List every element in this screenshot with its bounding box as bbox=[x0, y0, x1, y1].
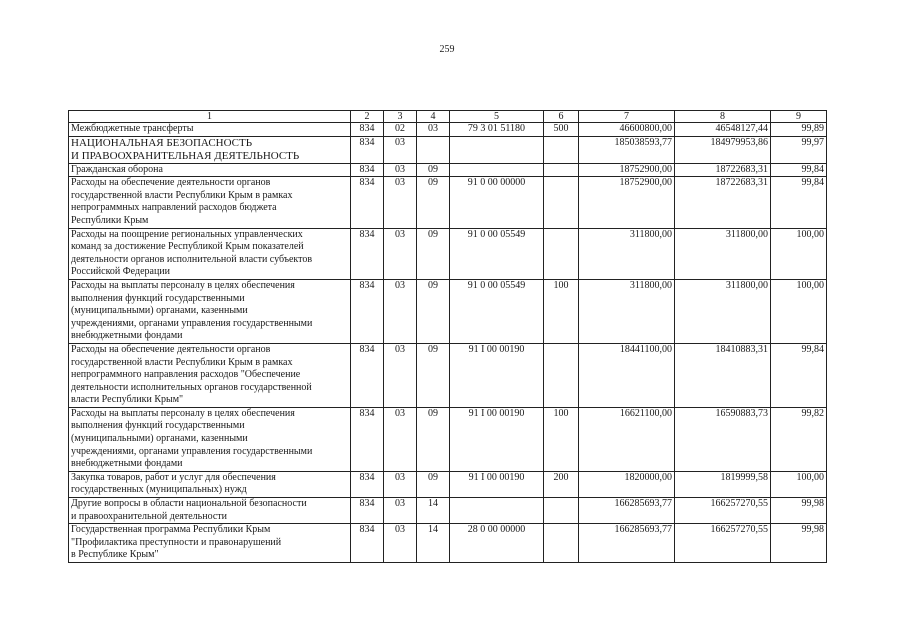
row-name-line: государственных (муниципальных) нужд bbox=[71, 484, 247, 496]
approved-amount-cell: 311800,00 bbox=[579, 279, 675, 343]
row-name-line: (муниципальными) органами, казенными bbox=[71, 305, 248, 317]
subsection-code-cell: 09 bbox=[417, 407, 450, 471]
row-name-line: непрограммного направления расходов "Обеспечение bbox=[71, 369, 301, 381]
department-code-cell: 834 bbox=[351, 498, 384, 524]
execution-percent-cell: 99,84 bbox=[771, 163, 827, 177]
header-cell: 6 bbox=[544, 111, 579, 123]
budget-table bbox=[68, 110, 827, 563]
target-article-cell: 91 0 00 05549 bbox=[450, 228, 544, 279]
approved-amount-cell: 166285693,77 bbox=[579, 524, 675, 563]
approved-amount-cell: 46600800,00 bbox=[579, 123, 675, 137]
subsection-code-cell bbox=[417, 136, 450, 163]
header-cell: 2 bbox=[351, 111, 384, 123]
row-name-line: внебюджетными фондами bbox=[71, 458, 183, 470]
section-code-cell: 03 bbox=[384, 177, 417, 228]
expense-type-cell bbox=[544, 163, 579, 177]
department-code-cell: 834 bbox=[351, 163, 384, 177]
target-article-cell: 91 I 00 00190 bbox=[450, 471, 544, 497]
row-name-cell bbox=[69, 177, 351, 228]
executed-amount-cell: 16590883,73 bbox=[675, 407, 771, 471]
row-name-line: деятельности органов исполнительной власти субъектов bbox=[71, 253, 313, 265]
table-row bbox=[69, 136, 827, 163]
approved-amount-cell: 1820000,00 bbox=[579, 471, 675, 497]
department-code-cell: 834 bbox=[351, 177, 384, 228]
row-name-line: Российской Федерации bbox=[71, 266, 171, 278]
row-name-line: учреждениями, органами управления государственными bbox=[71, 317, 313, 329]
row-name-cell bbox=[69, 136, 351, 163]
execution-percent-cell: 100,00 bbox=[771, 471, 827, 497]
subsection-code-cell: 09 bbox=[417, 228, 450, 279]
table-header-row bbox=[69, 111, 827, 123]
row-name-cell bbox=[69, 524, 351, 563]
executed-amount-cell: 18410883,31 bbox=[675, 343, 771, 407]
row-name-cell bbox=[69, 279, 351, 343]
section-code-cell: 03 bbox=[384, 524, 417, 563]
row-name-line: Межбюджетные трансферты bbox=[71, 123, 194, 134]
target-article-cell: 91 0 00 00000 bbox=[450, 177, 544, 228]
header-cell: 5 bbox=[450, 111, 544, 123]
row-name-line: Республики Крым bbox=[71, 214, 149, 226]
row-name-line: Расходы на обеспечение деятельности органов bbox=[71, 343, 271, 355]
approved-amount-cell: 18752900,00 bbox=[579, 163, 675, 177]
expense-type-cell bbox=[544, 136, 579, 163]
execution-percent-cell: 99,82 bbox=[771, 407, 827, 471]
expense-type-cell: 500 bbox=[544, 123, 579, 137]
expense-type-cell bbox=[544, 524, 579, 563]
subsection-code-cell: 09 bbox=[417, 343, 450, 407]
row-name-line: Государственная программа Республики Крым bbox=[71, 524, 271, 536]
approved-amount-cell: 16621100,00 bbox=[579, 407, 675, 471]
section-code-cell: 03 bbox=[384, 279, 417, 343]
table-row bbox=[69, 279, 827, 343]
row-name-line: внебюджетными фондами bbox=[71, 330, 183, 342]
section-code-cell: 03 bbox=[384, 228, 417, 279]
section-code-cell: 03 bbox=[384, 136, 417, 163]
department-code-cell: 834 bbox=[351, 343, 384, 407]
section-code-cell: 02 bbox=[384, 123, 417, 137]
header-cell: 4 bbox=[417, 111, 450, 123]
row-name-line: непрограммных направлений расходов бюджета bbox=[71, 202, 277, 214]
row-name-line: Расходы на выплаты персоналу в целях обеспечения bbox=[71, 279, 295, 291]
row-name-cell bbox=[69, 343, 351, 407]
row-name-cell bbox=[69, 228, 351, 279]
row-name-cell bbox=[69, 123, 351, 137]
department-code-cell: 834 bbox=[351, 471, 384, 497]
target-article-cell bbox=[450, 498, 544, 524]
row-name-line: Расходы на обеспечение деятельности органов bbox=[71, 177, 271, 189]
row-name-line: НАЦИОНАЛЬНАЯ БЕЗОПАСНОСТЬ bbox=[71, 136, 253, 149]
approved-amount-cell: 311800,00 bbox=[579, 228, 675, 279]
target-article-cell bbox=[450, 163, 544, 177]
row-name-line: "Профилактика преступности и правонарушений bbox=[71, 536, 282, 548]
row-name-line: Расходы на поощрение региональных управленческих bbox=[71, 228, 303, 240]
subsection-code-cell: 03 bbox=[417, 123, 450, 137]
expense-type-cell: 100 bbox=[544, 407, 579, 471]
section-code-cell: 03 bbox=[384, 163, 417, 177]
expense-type-cell bbox=[544, 343, 579, 407]
executed-amount-cell: 46548127,44 bbox=[675, 123, 771, 137]
header-cell: 7 bbox=[579, 111, 675, 123]
row-name-line: (муниципальными) органами, казенными bbox=[71, 433, 248, 445]
target-article-cell bbox=[450, 136, 544, 163]
section-code-cell: 03 bbox=[384, 471, 417, 497]
section-code-cell: 03 bbox=[384, 498, 417, 524]
subsection-code-cell: 14 bbox=[417, 524, 450, 563]
table-row bbox=[69, 407, 827, 471]
expense-type-cell: 100 bbox=[544, 279, 579, 343]
table-row bbox=[69, 163, 827, 177]
row-name-line: власти Республики Крым" bbox=[71, 394, 184, 406]
execution-percent-cell: 99,84 bbox=[771, 177, 827, 228]
row-name-line: государственной власти Республики Крым в рамках bbox=[71, 189, 293, 201]
row-name-cell bbox=[69, 407, 351, 471]
executed-amount-cell: 311800,00 bbox=[675, 279, 771, 343]
executed-amount-cell: 18722683,31 bbox=[675, 177, 771, 228]
subsection-code-cell: 09 bbox=[417, 177, 450, 228]
expense-type-cell: 200 bbox=[544, 471, 579, 497]
row-name-cell bbox=[69, 163, 351, 177]
target-article-cell: 79 3 01 51180 bbox=[450, 123, 544, 137]
row-name-line: деятельности исполнительных органов государственной bbox=[71, 381, 312, 393]
executed-amount-cell: 18722683,31 bbox=[675, 163, 771, 177]
execution-percent-cell: 100,00 bbox=[771, 279, 827, 343]
executed-amount-cell: 166257270,55 bbox=[675, 524, 771, 563]
target-article-cell: 91 0 00 05549 bbox=[450, 279, 544, 343]
header-cell: 9 bbox=[771, 111, 827, 123]
table-body bbox=[69, 111, 827, 563]
table-row bbox=[69, 228, 827, 279]
approved-amount-cell: 166285693,77 bbox=[579, 498, 675, 524]
row-name-line: в Республике Крым" bbox=[71, 549, 159, 561]
page-number: 259 bbox=[439, 44, 455, 55]
table-row bbox=[69, 177, 827, 228]
executed-amount-cell: 311800,00 bbox=[675, 228, 771, 279]
table-row bbox=[69, 123, 827, 137]
table-row bbox=[69, 524, 827, 563]
header-cell: 8 bbox=[675, 111, 771, 123]
target-article-cell: 91 I 00 00190 bbox=[450, 407, 544, 471]
header-cell: 1 bbox=[69, 111, 351, 123]
executed-amount-cell: 184979953,86 bbox=[675, 136, 771, 163]
executed-amount-cell: 166257270,55 bbox=[675, 498, 771, 524]
execution-percent-cell: 99,89 bbox=[771, 123, 827, 137]
section-code-cell: 03 bbox=[384, 343, 417, 407]
execution-percent-cell: 99,84 bbox=[771, 343, 827, 407]
approved-amount-cell: 18441100,00 bbox=[579, 343, 675, 407]
expense-type-cell bbox=[544, 228, 579, 279]
execution-percent-cell: 100,00 bbox=[771, 228, 827, 279]
section-code-cell: 03 bbox=[384, 407, 417, 471]
row-name-line: выполнения функций государственными bbox=[71, 420, 245, 432]
subsection-code-cell: 09 bbox=[417, 163, 450, 177]
expense-type-cell bbox=[544, 177, 579, 228]
execution-percent-cell: 99,98 bbox=[771, 524, 827, 563]
department-code-cell: 834 bbox=[351, 279, 384, 343]
row-name-line: команд за достижение Республикой Крым показателей bbox=[71, 241, 304, 253]
header-cell: 3 bbox=[384, 111, 417, 123]
approved-amount-cell: 18752900,00 bbox=[579, 177, 675, 228]
execution-percent-cell: 99,97 bbox=[771, 136, 827, 163]
department-code-cell: 834 bbox=[351, 136, 384, 163]
row-name-line: выполнения функций государственными bbox=[71, 292, 245, 304]
department-code-cell: 834 bbox=[351, 524, 384, 563]
target-article-cell: 91 I 00 00190 bbox=[450, 343, 544, 407]
approved-amount-cell: 185038593,77 bbox=[579, 136, 675, 163]
row-name-line: Другие вопросы в области национальной безопасности bbox=[71, 498, 307, 510]
expense-type-cell bbox=[544, 498, 579, 524]
subsection-code-cell: 14 bbox=[417, 498, 450, 524]
row-name-line: И ПРАВООХРАНИТЕЛЬНАЯ ДЕЯТЕЛЬНОСТЬ bbox=[71, 149, 300, 162]
row-name-line: Закупка товаров, работ и услуг для обеспечения bbox=[71, 471, 276, 483]
row-name-line: Гражданская оборона bbox=[71, 163, 163, 175]
row-name-line: государственной власти Республики Крым в рамках bbox=[71, 356, 293, 368]
table-row bbox=[69, 343, 827, 407]
department-code-cell: 834 bbox=[351, 123, 384, 137]
row-name-cell bbox=[69, 471, 351, 497]
table-row bbox=[69, 498, 827, 524]
table-row bbox=[69, 471, 827, 497]
row-name-line: учреждениями, органами управления государственными bbox=[71, 445, 313, 457]
execution-percent-cell: 99,98 bbox=[771, 498, 827, 524]
subsection-code-cell: 09 bbox=[417, 279, 450, 343]
executed-amount-cell: 1819999,58 bbox=[675, 471, 771, 497]
department-code-cell: 834 bbox=[351, 407, 384, 471]
target-article-cell: 28 0 00 00000 bbox=[450, 524, 544, 563]
subsection-code-cell: 09 bbox=[417, 471, 450, 497]
row-name-cell bbox=[69, 498, 351, 524]
row-name-line: Расходы на выплаты персоналу в целях обеспечения bbox=[71, 407, 295, 419]
department-code-cell: 834 bbox=[351, 228, 384, 279]
row-name-line: и правоохранительной деятельности bbox=[71, 510, 227, 522]
